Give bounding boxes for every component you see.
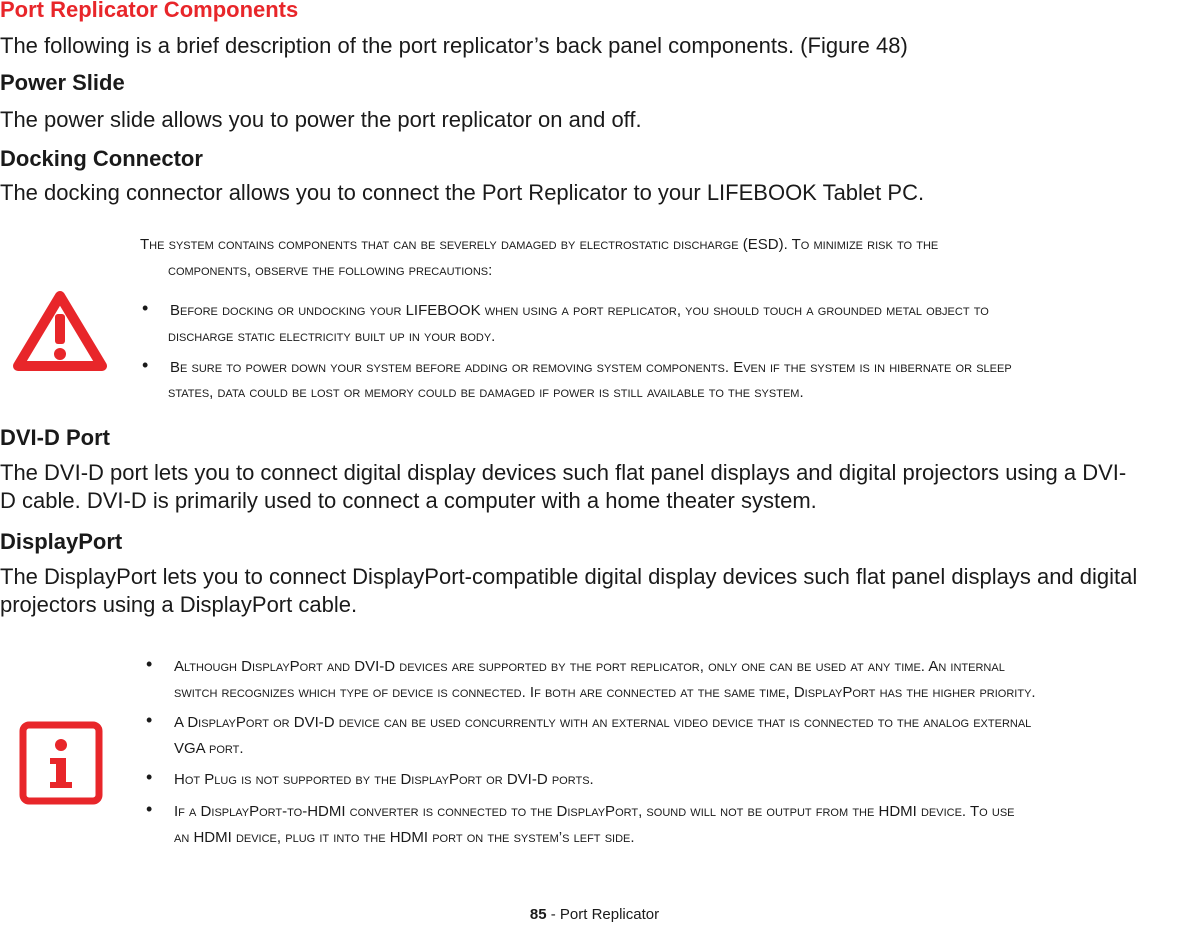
footer-chapter: Port Replicator xyxy=(559,906,660,923)
bullet-dot: • xyxy=(146,767,153,787)
note-bullet-line: Although DisplayPort and DVI-D devices are supported by the port replicator, only one can be used at any time. An internal xyxy=(174,658,1005,675)
caution-bullet-line: Before docking or undocking your LIFEBOOK when using a port replicator, you should touch a grounded metal object to xyxy=(170,302,989,319)
note-bullet-line: A DisplayPort or DVI-D device can be used concurrently with an external video device that is connected to the analog external xyxy=(174,714,1032,731)
bullet-dot: • xyxy=(146,710,153,730)
note-bullet-line: If a DisplayPort-to-HDMI converter is connected to the DisplayPort, sound will not be output from the HDMI device. To use xyxy=(174,803,1015,820)
dvi-d-text-line: The DVI-D port lets you to connect digital display devices such flat panel displays and digital projectors using a DVI- xyxy=(0,460,1127,485)
caution-bullet-line: Be sure to power down your system before adding or removing system components. Even if the system is in hibernate or sleep xyxy=(170,359,1012,376)
page-number: 85 xyxy=(529,906,547,923)
power-slide-text: The power slide allows you to power the port replicator on and off. xyxy=(0,107,642,132)
section-title: Port Replicator Components xyxy=(0,0,299,22)
info-icon xyxy=(18,720,104,806)
note-bullet-line: an HDMI device, plug it into the HDMI port on the system’s left side. xyxy=(174,829,635,846)
note-bullet-line: switch recognizes which type of device is connected. If both are connected at the same time, DisplayPort has the higher priority. xyxy=(174,684,1036,701)
page-footer xyxy=(0,906,1189,923)
footer-separator: - xyxy=(546,906,560,923)
dvi-d-text-line: D cable. DVI-D is primarily used to connect a computer with a home theater system. xyxy=(0,488,817,513)
power-slide-heading: Power Slide xyxy=(0,70,125,95)
caution-bullet-line: discharge static electricity built up in your body. xyxy=(168,328,496,345)
note-bullet-line: VGA port. xyxy=(174,740,244,757)
caution-bullet-line: states, data could be lost or memory could be damaged if power is still available to the system. xyxy=(168,384,804,401)
docking-connector-heading: Docking Connector xyxy=(0,146,203,171)
bullet-dot: • xyxy=(146,654,153,674)
displayport-text-line: The DisplayPort lets you to connect DisplayPort-compatible digital display devices such flat panel displays and digital xyxy=(0,564,1138,589)
note-bullet-line: Hot Plug is not supported by the DisplayPort or DVI-D ports. xyxy=(174,771,594,788)
intro-paragraph: The following is a brief description of the port replicator’s back panel components. (Figure 48) xyxy=(0,33,908,58)
bullet-dot: • xyxy=(142,298,149,318)
caution-intro-line: components, observe the following precautions: xyxy=(168,262,493,279)
dvi-d-heading: DVI-D Port xyxy=(0,425,110,450)
displayport-heading: DisplayPort xyxy=(0,529,123,554)
bullet-dot: • xyxy=(146,799,153,819)
docking-connector-text: The docking connector allows you to connect the Port Replicator to your LIFEBOOK Tablet PC. xyxy=(0,180,925,205)
displayport-text-line: projectors using a DisplayPort cable. xyxy=(0,592,358,617)
caution-intro-line: The system contains components that can be severely damaged by electrostatic discharge (ESD). To minimize risk to the xyxy=(140,236,939,253)
warning-icon xyxy=(12,288,108,374)
bullet-dot: • xyxy=(142,355,149,375)
